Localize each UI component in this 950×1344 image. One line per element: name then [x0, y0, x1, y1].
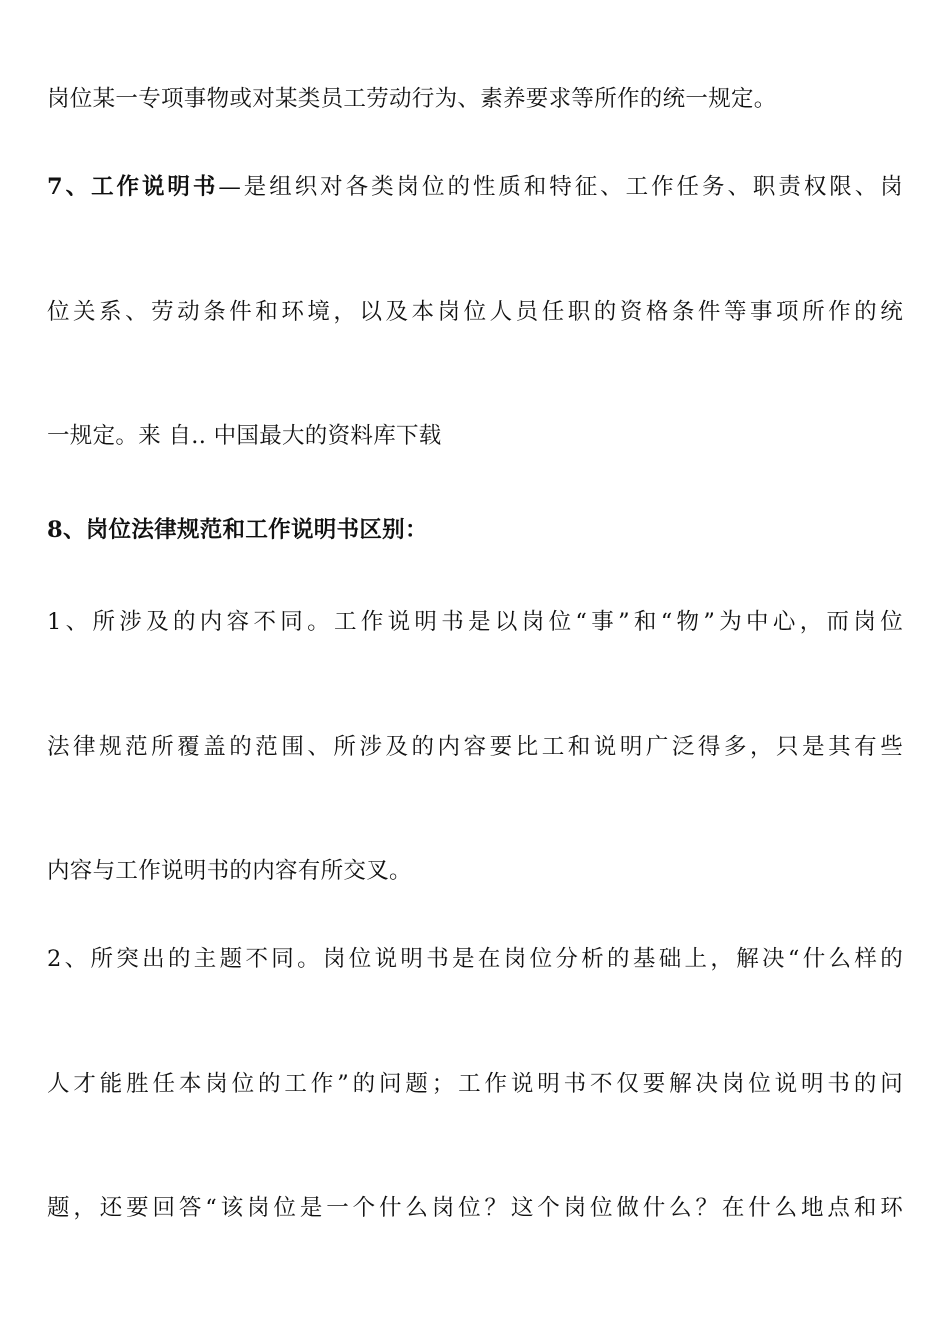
paragraph-7-line-2: 位关系、劳动条件和环境，以及本岗位人员任职的资格条件等事项所作的统 — [47, 299, 903, 325]
point-2-line-1: 2、所突出的主题不同。岗位说明书是在岗位分析的基础上，解决“什么样的 — [47, 946, 903, 972]
term-work-description: 7、工作说明书 — [47, 174, 219, 200]
paragraph-7-line-3: 一规定。来 自.. 中国最大的资料库下载 — [47, 423, 442, 449]
point-2-line-3: 题，还要回答“该岗位是一个什么岗位？这个岗位做什么？在什么地点和环 — [47, 1195, 903, 1221]
paragraph-7-text: —是组织对各类岗位的性质和特征、工作任务、职责权限、岗 — [218, 174, 903, 200]
paragraph-7-line-1 — [47, 172, 903, 202]
point-1-line-3: 内容与工作说明书的内容有所交叉。 — [47, 858, 412, 884]
point-2-line-2: 人才能胜任本岗位的工作”的问题；工作说明书不仅要解决岗位说明书的问 — [47, 1071, 903, 1097]
point-1-line-2: 法律规范所覆盖的范围、所涉及的内容要比工和说明广泛得多，只是其有些 — [47, 734, 903, 760]
point-1-line-1: 1、所涉及的内容不同。工作说明书是以岗位“事”和“物”为中心，而岗位 — [47, 609, 903, 635]
section-8-heading: 8、岗位法律规范和工作说明书区别： — [47, 517, 428, 543]
text-line-1: 岗位某一专项事物或对某类员工劳动行为、素养要求等所作的统一规定。 — [47, 86, 777, 112]
